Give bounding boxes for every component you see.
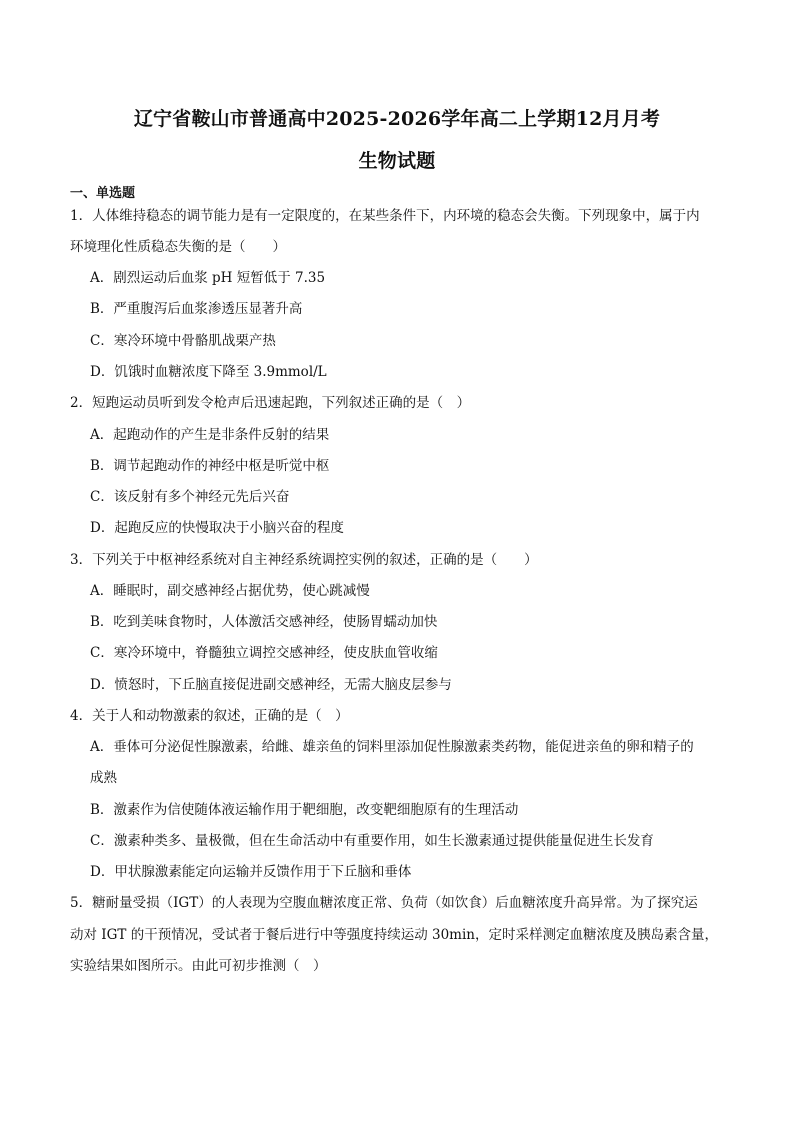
question-2-option-d: D．起跑反应的快慢取决于小脑兴奋的程度 [90,520,344,536]
question-4-option-a: A．垂体可分泌促性腺激素，给雌、雄亲鱼的饲料里添加促性腺激素类药物，能促进亲鱼的卵和精子的 [90,739,694,755]
exam-subject: 生物试题 [358,150,436,172]
question-5-stem-line-1: 5．糖耐量受损（IGT）的人表现为空腹血糖浓度正常、负荷（如饮食）后血糖浓度升高异常。为了探究运 [70,895,698,911]
question-3-option-b: B．吃到美味食物时，人体激活交感神经，使肠胃蠕动加快 [90,614,438,630]
exam-title: 辽宁省鞍山市普通高中2025-2026学年高二上学期12月月考 [133,108,661,130]
section-heading: 一、单选题 [70,186,136,201]
question-1-stem-line-2: 环境理化性质稳态失衡的是（ ） [70,239,286,255]
question-4-option-a-continued: 成熟 [90,770,117,786]
question-4-option-d: D．甲状腺激素能定向运输并反馈作用于下丘脑和垂体 [90,864,412,880]
question-4-stem-line-1: 4．关于人和动物激素的叙述，正确的是（ ） [70,708,349,724]
question-2-option-a: A．起跑动作的产生是非条件反射的结果 [90,427,330,443]
question-3-option-d: D．愤怒时，下丘脑直接促进副交感神经，无需大脑皮层参与 [90,677,452,693]
question-5-stem-line-2: 动对 IGT 的干预情况，受试者于餐后进行中等强度持续运动 30min，定时采样测定血糖浓度及胰岛素含量， [70,927,718,943]
question-5-stem-line-3: 实验结果如图所示。由此可初步推测（ ） [70,958,327,974]
question-2-option-c: C．该反射有多个神经元先后兴奋 [90,489,290,505]
question-1-option-b: B．严重腹泻后血浆渗透压显著升高 [90,301,303,317]
question-3-option-a: A．睡眠时，副交感神经占据优势，使心跳减慢 [90,583,370,599]
question-2-option-b: B．调节起跑动作的神经中枢是听觉中枢 [90,458,330,474]
question-3-option-c: C．寒冷环境中，脊髓独立调控交感神经，使皮肤血管收缩 [90,645,438,661]
question-4-option-b: B．激素作为信使随体液运输作用于靶细胞，改变靶细胞原有的生理活动 [90,802,519,818]
question-1-stem-line-1: 1．人体维持稳态的调节能力是有一定限度的，在某些条件下，内环境的稳态会失衡。下列现象中，属于内 [70,208,700,224]
question-3-stem-line-1: 3．下列关于中枢神经系统对自主神经系统调控实例的叙述，正确的是（ ） [70,552,538,568]
question-2-stem-line-1: 2．短跑运动员听到发令枪声后迅速起跑，下列叙述正确的是（ ） [70,395,471,411]
question-4-option-c: C．激素种类多、量极微，但在生命活动中有重要作用，如生长激素通过提供能量促进生长发育 [90,833,654,849]
question-1-option-a: A．剧烈运动后血浆 pH 短暂低于 7.35 [90,270,326,286]
question-1-option-d: D．饥饿时血糖浓度下降至 3.9mmol/L [90,364,327,380]
question-1-option-c: C．寒冷环境中骨骼肌战栗产热 [90,333,276,349]
